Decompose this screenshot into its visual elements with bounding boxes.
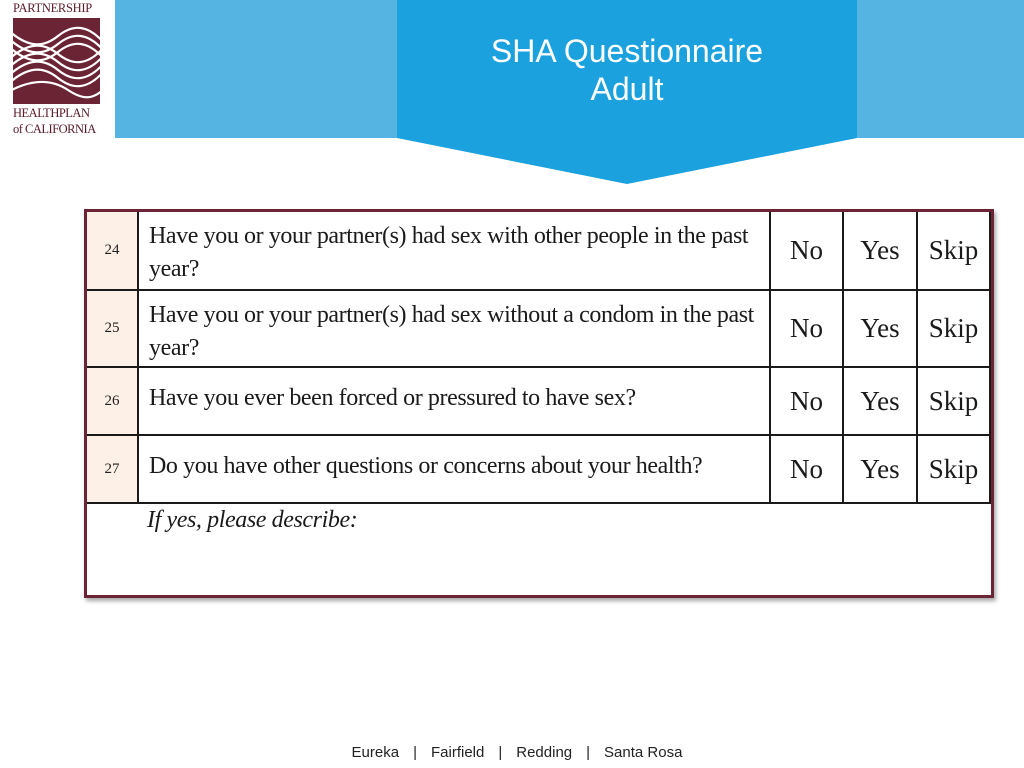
- answer-no[interactable]: No: [769, 291, 842, 366]
- partnership-healthplan-logo: [0, 0, 115, 142]
- answer-skip[interactable]: Skip: [916, 436, 991, 502]
- logo-wave-icon: [13, 18, 100, 104]
- answer-no[interactable]: No: [769, 212, 842, 289]
- footer-location: Eureka: [351, 744, 400, 761]
- footer-locations: [0, 744, 1024, 761]
- question-text: Have you ever been forced or pressured to have sex?: [137, 368, 769, 434]
- footer-separator: |: [586, 744, 591, 761]
- logo-text-california: of CALIFORNIA: [13, 122, 96, 136]
- answer-yes[interactable]: Yes: [842, 368, 916, 434]
- answer-skip[interactable]: Skip: [916, 291, 991, 366]
- question-row-27: [87, 436, 991, 504]
- describe-prompt: If yes, please describe:: [147, 507, 358, 533]
- answer-yes[interactable]: Yes: [842, 212, 916, 289]
- question-text: Do you have other questions or concerns about your health?: [137, 436, 769, 502]
- page-title-line2: Adult: [590, 71, 664, 107]
- footer-location: Redding: [516, 744, 573, 761]
- page-title: [397, 32, 857, 108]
- answer-no[interactable]: No: [769, 436, 842, 502]
- answer-yes[interactable]: Yes: [842, 436, 916, 502]
- answer-no[interactable]: No: [769, 368, 842, 434]
- question-row-24: [87, 212, 991, 291]
- footer-separator: |: [498, 744, 503, 761]
- question-number: 25: [104, 320, 120, 336]
- question-row-25: [87, 291, 991, 368]
- page-title-line1: SHA Questionnaire: [490, 33, 764, 69]
- answer-yes[interactable]: Yes: [842, 291, 916, 366]
- question-number: 24: [104, 242, 120, 258]
- answer-skip[interactable]: Skip: [916, 212, 991, 289]
- logo-text-partnership: PARTNERSHIP: [13, 1, 92, 15]
- question-row-26: [87, 368, 991, 436]
- question-number: 26: [104, 392, 120, 409]
- question-number: 27: [104, 460, 120, 477]
- questionnaire-form: [84, 209, 994, 598]
- logo-text-healthplan: HEALTHPLAN: [13, 106, 90, 120]
- footer-location: Fairfield: [430, 744, 485, 761]
- answer-skip[interactable]: Skip: [916, 368, 991, 434]
- question-text: Have you or your partner(s) had sex without a condom in the past year?: [137, 291, 769, 366]
- footer-location: Santa Rosa: [604, 744, 683, 761]
- footer-separator: |: [413, 744, 417, 761]
- question-text: Have you or your partner(s) had sex with other people in the past year?: [137, 212, 769, 289]
